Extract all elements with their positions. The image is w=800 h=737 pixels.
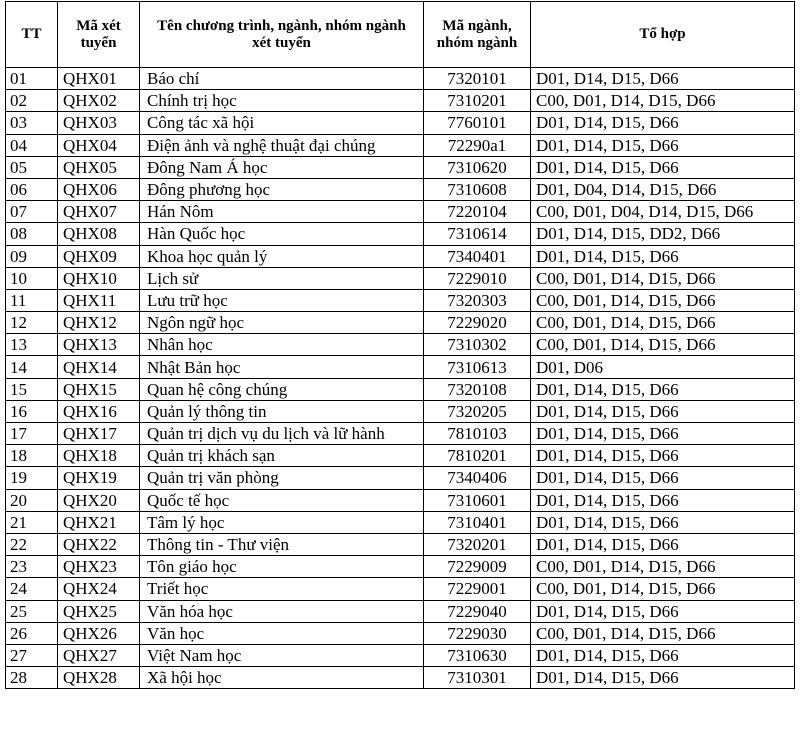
- cell-ma-nganh: 7229009: [424, 556, 531, 578]
- cell-tt: 25: [6, 600, 58, 622]
- cell-ma-xet-tuyen: QHX07: [58, 201, 140, 223]
- cell-to-hop: D01, D14, D15, D66: [531, 667, 795, 689]
- table-row: [6, 90, 795, 112]
- cell-ma-xet-tuyen: QHX23: [58, 556, 140, 578]
- cell-ten-nganh: Quan hệ công chúng: [140, 378, 424, 400]
- cell-to-hop: D01, D14, D15, DD2, D66: [531, 223, 795, 245]
- cell-tt: 17: [6, 423, 58, 445]
- cell-ten-nganh: Quản trị khách sạn: [140, 445, 424, 467]
- table-row: [6, 622, 795, 644]
- header-row: [6, 2, 795, 68]
- cell-to-hop: C00, D01, D14, D15, D66: [531, 90, 795, 112]
- cell-ma-nganh: 7320101: [424, 68, 531, 90]
- cell-tt: 12: [6, 312, 58, 334]
- cell-ma-xet-tuyen: QHX13: [58, 334, 140, 356]
- cell-ma-xet-tuyen: QHX15: [58, 378, 140, 400]
- header-ten-chuong-trinh: Tên chương trình, ngành, nhóm ngành xét tuyển: [140, 2, 424, 68]
- table-row: [6, 334, 795, 356]
- cell-to-hop: D01, D04, D14, D15, D66: [531, 178, 795, 200]
- cell-ma-nganh: 7760101: [424, 112, 531, 134]
- cell-ma-nganh: 7229020: [424, 312, 531, 334]
- cell-to-hop: D01, D14, D15, D66: [531, 134, 795, 156]
- cell-ma-xet-tuyen: QHX12: [58, 312, 140, 334]
- cell-ten-nganh: Triết học: [140, 578, 424, 600]
- cell-tt: 21: [6, 511, 58, 533]
- cell-ma-xet-tuyen: QHX08: [58, 223, 140, 245]
- cell-ten-nganh: Hán Nôm: [140, 201, 424, 223]
- cell-ma-xet-tuyen: QHX16: [58, 400, 140, 422]
- admission-table-container: [5, 1, 795, 689]
- cell-ten-nganh: Văn học: [140, 622, 424, 644]
- cell-tt: 23: [6, 556, 58, 578]
- cell-ten-nganh: Việt Nam học: [140, 644, 424, 666]
- table-row: [6, 423, 795, 445]
- cell-ma-nganh: 7310302: [424, 334, 531, 356]
- cell-tt: 13: [6, 334, 58, 356]
- cell-ten-nganh: Thông tin - Thư viện: [140, 533, 424, 555]
- cell-ma-nganh: 7229030: [424, 622, 531, 644]
- cell-tt: 26: [6, 622, 58, 644]
- cell-ma-nganh: 7310630: [424, 644, 531, 666]
- cell-ma-xet-tuyen: QHX28: [58, 667, 140, 689]
- table-row: [6, 445, 795, 467]
- table-row: [6, 667, 795, 689]
- table-row: [6, 600, 795, 622]
- cell-ma-xet-tuyen: QHX02: [58, 90, 140, 112]
- cell-tt: 14: [6, 356, 58, 378]
- cell-ten-nganh: Quốc tế học: [140, 489, 424, 511]
- table-row: [6, 378, 795, 400]
- table-row: [6, 223, 795, 245]
- cell-ma-nganh: 7810103: [424, 423, 531, 445]
- table-row: [6, 178, 795, 200]
- cell-to-hop: D01, D14, D15, D66: [531, 445, 795, 467]
- cell-ten-nganh: Quản trị văn phòng: [140, 467, 424, 489]
- table-row: [6, 644, 795, 666]
- cell-tt: 15: [6, 378, 58, 400]
- table-row: [6, 68, 795, 90]
- cell-tt: 28: [6, 667, 58, 689]
- cell-ma-nganh: 7310613: [424, 356, 531, 378]
- cell-tt: 16: [6, 400, 58, 422]
- header-to-hop: Tổ hợp: [531, 2, 795, 68]
- cell-ten-nganh: Hàn Quốc học: [140, 223, 424, 245]
- table-row: [6, 267, 795, 289]
- cell-to-hop: D01, D14, D15, D66: [531, 644, 795, 666]
- cell-to-hop: D01, D14, D15, D66: [531, 533, 795, 555]
- cell-ma-xet-tuyen: QHX14: [58, 356, 140, 378]
- cell-ten-nganh: Văn hóa học: [140, 600, 424, 622]
- cell-ma-nganh: 7229040: [424, 600, 531, 622]
- cell-ma-nganh: 7340406: [424, 467, 531, 489]
- cell-ma-xet-tuyen: QHX11: [58, 289, 140, 311]
- cell-ten-nganh: Tôn giáo học: [140, 556, 424, 578]
- cell-ma-xet-tuyen: QHX09: [58, 245, 140, 267]
- table-row: [6, 245, 795, 267]
- cell-ma-nganh: 7229001: [424, 578, 531, 600]
- cell-ma-xet-tuyen: QHX05: [58, 156, 140, 178]
- table-row: [6, 356, 795, 378]
- table-row: [6, 312, 795, 334]
- cell-ma-nganh: 7320303: [424, 289, 531, 311]
- cell-to-hop: C00, D01, D04, D14, D15, D66: [531, 201, 795, 223]
- cell-ten-nganh: Đông Nam Á học: [140, 156, 424, 178]
- table-row: [6, 400, 795, 422]
- cell-to-hop: C00, D01, D14, D15, D66: [531, 578, 795, 600]
- cell-tt: 22: [6, 533, 58, 555]
- cell-ten-nganh: Tâm lý học: [140, 511, 424, 533]
- cell-ten-nganh: Khoa học quản lý: [140, 245, 424, 267]
- cell-ma-xet-tuyen: QHX26: [58, 622, 140, 644]
- cell-ma-xet-tuyen: QHX25: [58, 600, 140, 622]
- header-tt: TT: [6, 2, 58, 68]
- cell-ma-nganh: 7320108: [424, 378, 531, 400]
- header-ma-xet-tuyen: Mã xét tuyển: [58, 2, 140, 68]
- cell-to-hop: D01, D14, D15, D66: [531, 467, 795, 489]
- cell-to-hop: D01, D14, D15, D66: [531, 423, 795, 445]
- header-ma-nganh: Mã ngành, nhóm ngành: [424, 2, 531, 68]
- cell-to-hop: D01, D06: [531, 356, 795, 378]
- cell-ten-nganh: Ngôn ngữ học: [140, 312, 424, 334]
- cell-tt: 03: [6, 112, 58, 134]
- table-body: [6, 68, 795, 689]
- cell-ten-nganh: Chính trị học: [140, 90, 424, 112]
- cell-tt: 09: [6, 245, 58, 267]
- table-row: [6, 556, 795, 578]
- cell-tt: 10: [6, 267, 58, 289]
- cell-to-hop: D01, D14, D15, D66: [531, 511, 795, 533]
- cell-to-hop: C00, D01, D14, D15, D66: [531, 267, 795, 289]
- cell-ten-nganh: Nhân học: [140, 334, 424, 356]
- cell-ten-nganh: Lịch sử: [140, 267, 424, 289]
- cell-ma-xet-tuyen: QHX10: [58, 267, 140, 289]
- cell-to-hop: D01, D14, D15, D66: [531, 400, 795, 422]
- cell-tt: 24: [6, 578, 58, 600]
- cell-ma-nganh: 7310608: [424, 178, 531, 200]
- cell-tt: 04: [6, 134, 58, 156]
- table-row: [6, 467, 795, 489]
- table-row: [6, 289, 795, 311]
- cell-to-hop: C00, D01, D14, D15, D66: [531, 622, 795, 644]
- cell-to-hop: D01, D14, D15, D66: [531, 112, 795, 134]
- cell-ten-nganh: Quản trị dịch vụ du lịch và lữ hành: [140, 423, 424, 445]
- table-row: [6, 511, 795, 533]
- cell-to-hop: D01, D14, D15, D66: [531, 378, 795, 400]
- cell-tt: 19: [6, 467, 58, 489]
- cell-tt: 01: [6, 68, 58, 90]
- cell-tt: 20: [6, 489, 58, 511]
- table-row: [6, 489, 795, 511]
- cell-tt: 07: [6, 201, 58, 223]
- cell-to-hop: D01, D14, D15, D66: [531, 68, 795, 90]
- cell-ma-nganh: 7310601: [424, 489, 531, 511]
- cell-ten-nganh: Quản lý thông tin: [140, 400, 424, 422]
- cell-ma-xet-tuyen: QHX06: [58, 178, 140, 200]
- cell-ma-nganh: 7310620: [424, 156, 531, 178]
- cell-ma-xet-tuyen: QHX21: [58, 511, 140, 533]
- table-row: [6, 134, 795, 156]
- table-row: [6, 533, 795, 555]
- table-row: [6, 156, 795, 178]
- cell-ma-xet-tuyen: QHX27: [58, 644, 140, 666]
- cell-to-hop: C00, D01, D14, D15, D66: [531, 334, 795, 356]
- cell-ma-nganh: 7320201: [424, 533, 531, 555]
- cell-ten-nganh: Nhật Bản học: [140, 356, 424, 378]
- cell-to-hop: C00, D01, D14, D15, D66: [531, 312, 795, 334]
- cell-to-hop: D01, D14, D15, D66: [531, 489, 795, 511]
- cell-tt: 06: [6, 178, 58, 200]
- table-row: [6, 112, 795, 134]
- cell-ma-xet-tuyen: QHX03: [58, 112, 140, 134]
- cell-tt: 27: [6, 644, 58, 666]
- cell-ten-nganh: Báo chí: [140, 68, 424, 90]
- table-row: [6, 201, 795, 223]
- cell-ma-xet-tuyen: QHX04: [58, 134, 140, 156]
- cell-to-hop: C00, D01, D14, D15, D66: [531, 289, 795, 311]
- cell-ma-xet-tuyen: QHX22: [58, 533, 140, 555]
- cell-to-hop: D01, D14, D15, D66: [531, 245, 795, 267]
- cell-ten-nganh: Đông phương học: [140, 178, 424, 200]
- cell-ten-nganh: Xã hội học: [140, 667, 424, 689]
- cell-ten-nganh: Công tác xã hội: [140, 112, 424, 134]
- cell-ma-nganh: 7310201: [424, 90, 531, 112]
- cell-ma-xet-tuyen: QHX20: [58, 489, 140, 511]
- cell-ma-xet-tuyen: QHX17: [58, 423, 140, 445]
- cell-tt: 18: [6, 445, 58, 467]
- cell-ma-nganh: 7310614: [424, 223, 531, 245]
- cell-ten-nganh: Lưu trữ học: [140, 289, 424, 311]
- cell-tt: 11: [6, 289, 58, 311]
- cell-ma-xet-tuyen: QHX01: [58, 68, 140, 90]
- cell-ma-xet-tuyen: QHX24: [58, 578, 140, 600]
- cell-to-hop: C00, D01, D14, D15, D66: [531, 556, 795, 578]
- cell-ma-nganh: 7229010: [424, 267, 531, 289]
- cell-tt: 05: [6, 156, 58, 178]
- cell-ma-nganh: 7310401: [424, 511, 531, 533]
- cell-to-hop: D01, D14, D15, D66: [531, 600, 795, 622]
- cell-ma-nganh: 72290a1: [424, 134, 531, 156]
- cell-ma-nganh: 7310301: [424, 667, 531, 689]
- cell-tt: 08: [6, 223, 58, 245]
- cell-ma-nganh: 7810201: [424, 445, 531, 467]
- cell-ma-xet-tuyen: QHX18: [58, 445, 140, 467]
- cell-ma-nganh: 7220104: [424, 201, 531, 223]
- admission-table: [5, 1, 795, 689]
- cell-ma-xet-tuyen: QHX19: [58, 467, 140, 489]
- cell-ten-nganh: Điện ảnh và nghệ thuật đại chúng: [140, 134, 424, 156]
- cell-to-hop: D01, D14, D15, D66: [531, 156, 795, 178]
- cell-tt: 02: [6, 90, 58, 112]
- cell-ma-nganh: 7340401: [424, 245, 531, 267]
- table-row: [6, 578, 795, 600]
- cell-ma-nganh: 7320205: [424, 400, 531, 422]
